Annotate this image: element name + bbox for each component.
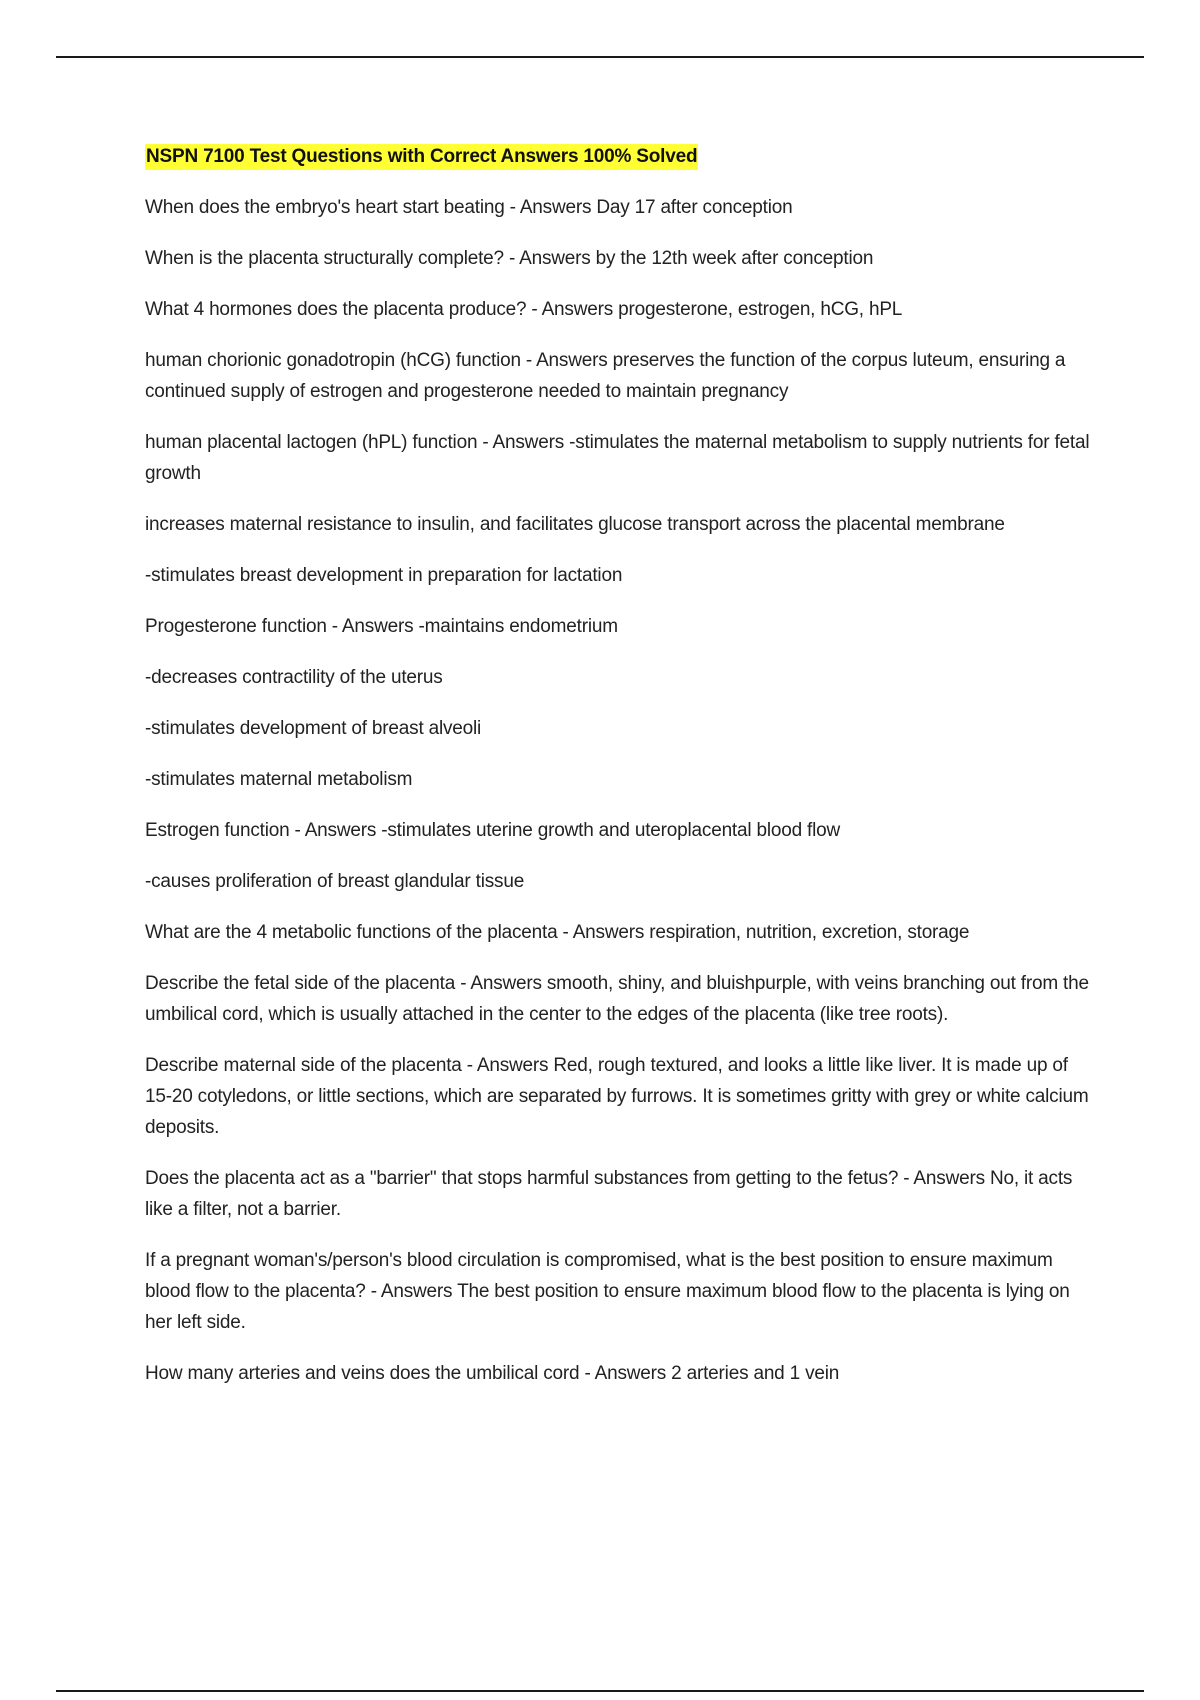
- qa-paragraph: How many arteries and veins does the umbilical cord - Answers 2 arteries and 1 vein: [145, 1363, 840, 1384]
- document-body: [145, 144, 1095, 1409]
- qa-paragraph: -stimulates breast development in preparation for lactation: [145, 565, 623, 586]
- qa-paragraph: human placental lactogen (hPL) function - Answers -stimulates the maternal metabolism to supply nutrients for fetal growth: [145, 432, 1090, 484]
- qa-paragraph: Estrogen function - Answers -stimulates uterine growth and uteroplacental blood flow: [145, 820, 841, 841]
- qa-paragraph: What 4 hormones does the placenta produce? - Answers progesterone, estrogen, hCG, hPL: [145, 299, 903, 320]
- qa-paragraph: Describe maternal side of the placenta - Answers Red, rough textured, and looks a little like liver. It is made up of 15-20 cotyledons, or little sections, which are separated by furrows. It is sometimes gritty with grey or white calcium deposits.: [145, 1055, 1089, 1138]
- qa-paragraph: -causes proliferation of breast glandular tissue: [145, 871, 525, 892]
- qa-paragraph: -stimulates development of breast alveoli: [145, 718, 482, 739]
- footer-rule: [56, 1690, 1144, 1692]
- qa-paragraph: Progesterone function - Answers -maintains endometrium: [145, 616, 618, 637]
- qa-paragraph: Describe the fetal side of the placenta - Answers smooth, shiny, and bluishpurple, with veins branching out from the umbilical cord, which is usually attached in the center to the edges of the placenta (like tree roots).: [145, 973, 1089, 1025]
- qa-paragraph: human chorionic gonadotropin (hCG) function - Answers preserves the function of the corpus luteum, ensuring a continued supply of estrogen and progesterone needed to maintain pregnancy: [145, 350, 1066, 402]
- qa-paragraph: When does the embryo's heart start beating - Answers Day 17 after conception: [145, 197, 793, 218]
- header-rule: [56, 56, 1144, 58]
- qa-paragraph: What are the 4 metabolic functions of the placenta - Answers respiration, nutrition, excretion, storage: [145, 922, 970, 943]
- qa-paragraph: When is the placenta structurally complete? - Answers by the 12th week after conception: [145, 248, 874, 269]
- qa-paragraph: -decreases contractility of the uterus: [145, 667, 443, 688]
- document-title: NSPN 7100 Test Questions with Correct Answers 100% Solved: [145, 144, 698, 170]
- qa-paragraph: increases maternal resistance to insulin, and facilitates glucose transport across the placental membrane: [145, 514, 1005, 535]
- qa-paragraph: Does the placenta act as a "barrier" that stops harmful substances from getting to the fetus? - Answers No, it acts like a filter, not a barrier.: [145, 1168, 1073, 1220]
- qa-paragraph: If a pregnant woman's/person's blood circulation is compromised, what is the best position to ensure maximum blood flow to the placenta? - Answers The best position to ensure maximum blood flow to the placenta is lying on her left side.: [145, 1250, 1070, 1333]
- qa-paragraph: -stimulates maternal metabolism: [145, 769, 413, 790]
